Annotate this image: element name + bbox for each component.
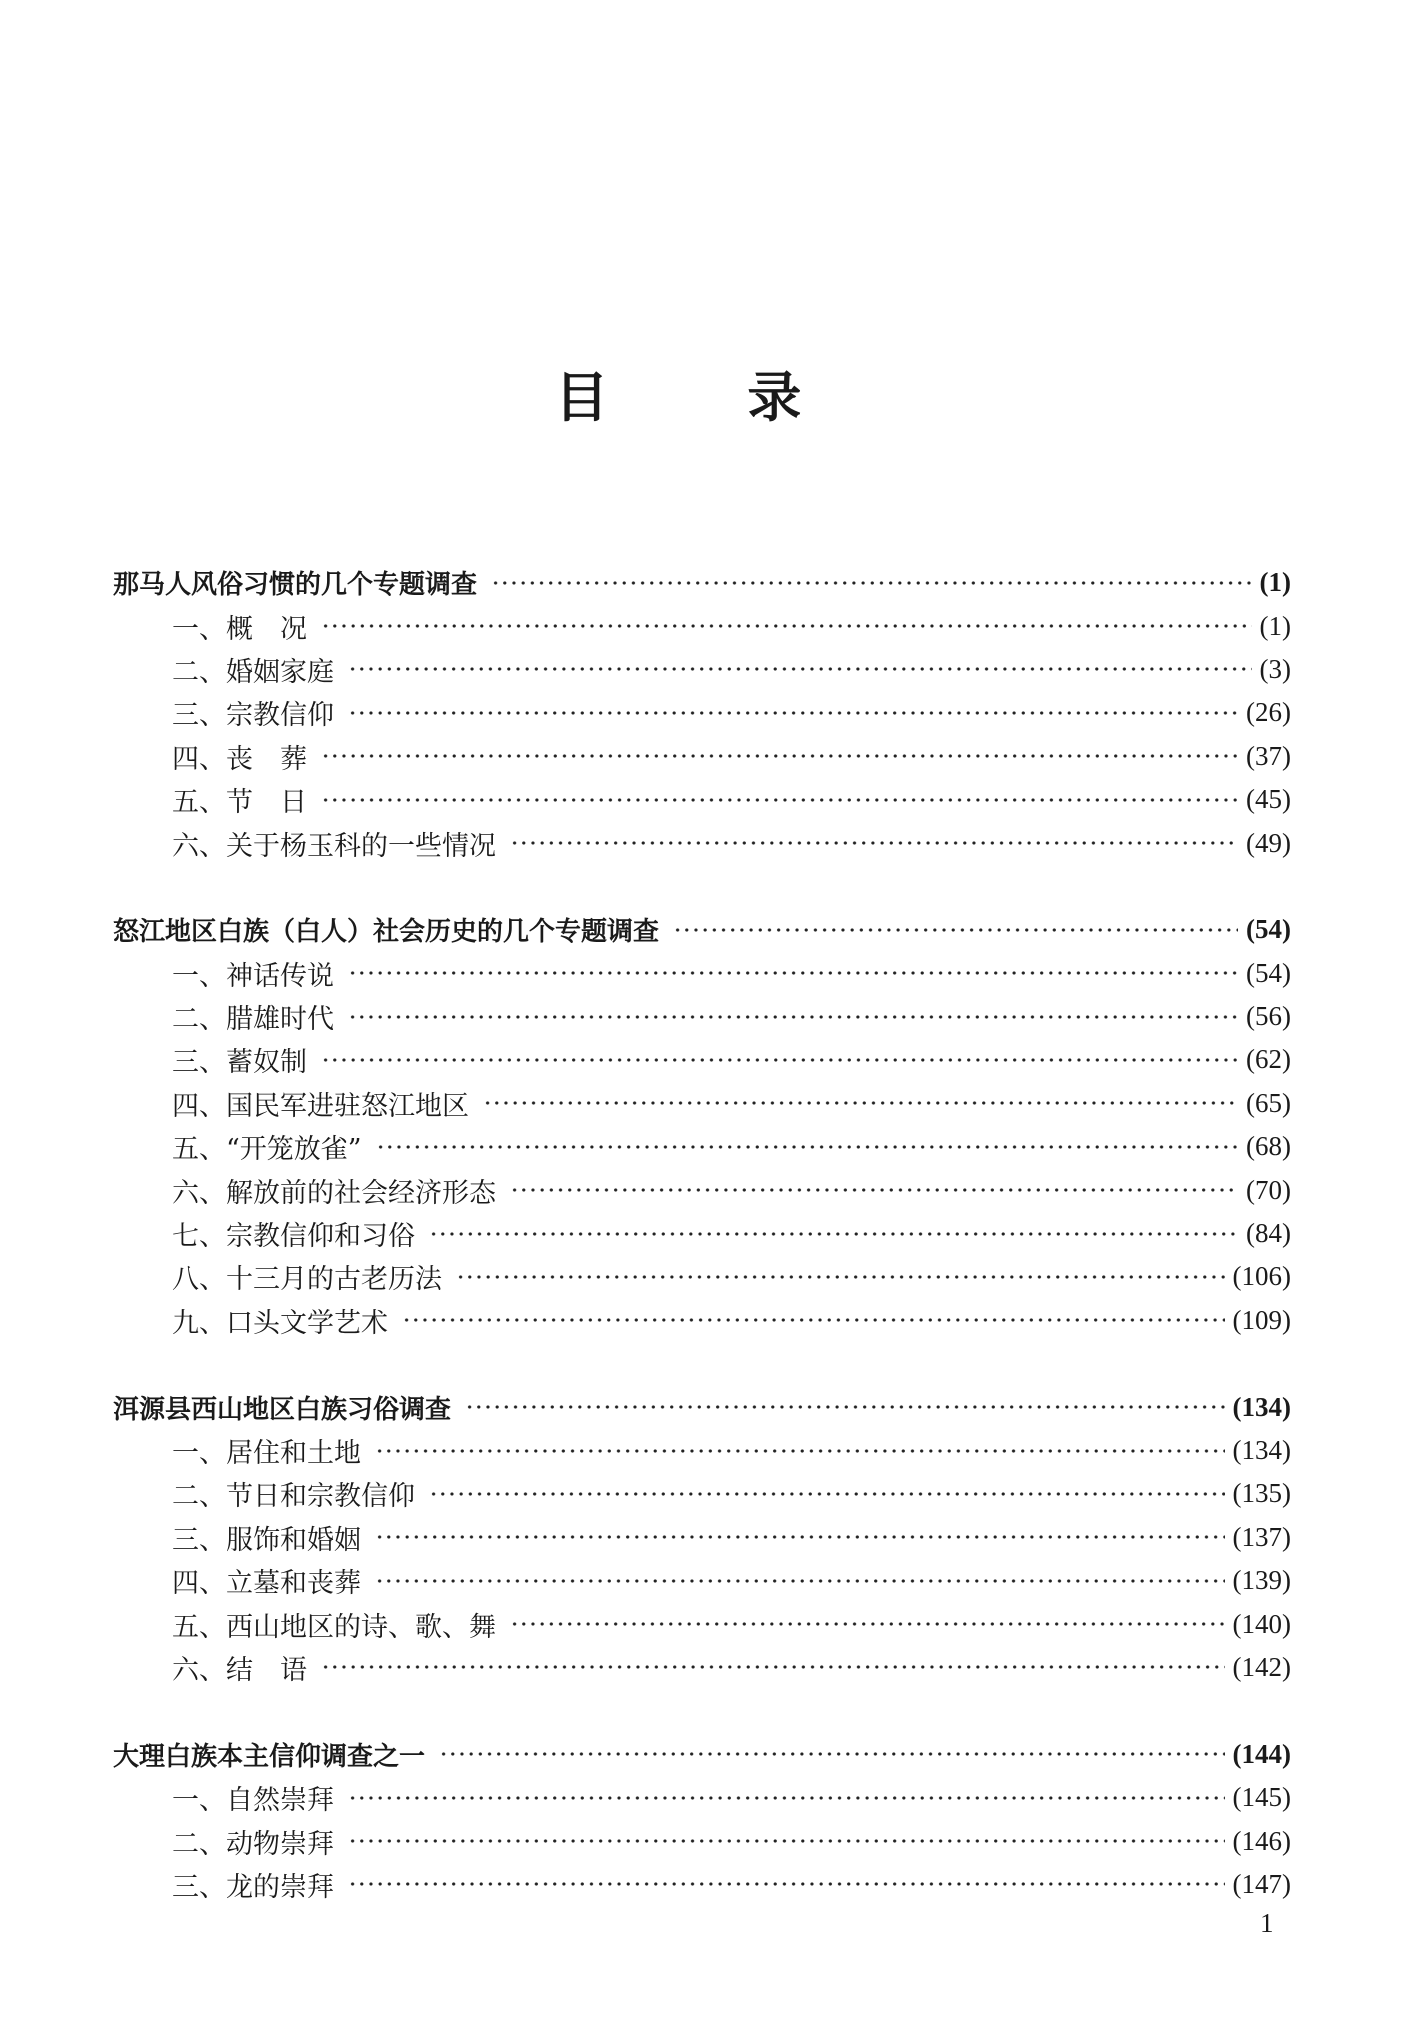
entry-title: 四、国民军进驻怒江地区: [172, 1090, 469, 1122]
toc-entry[interactable]: [113, 735, 1291, 778]
dot-leader: [348, 664, 1252, 674]
entry-page-number: (54): [1246, 914, 1291, 945]
toc-entry[interactable]: [113, 1082, 1291, 1125]
entry-title: 六、关于杨玉科的一些情况: [172, 830, 496, 862]
toc-entry[interactable]: [113, 1125, 1291, 1168]
entry-title: 二、节日和宗教信仰: [172, 1481, 415, 1513]
toc-section-heading[interactable]: [113, 908, 1291, 951]
dot-leader: [348, 708, 1238, 718]
entry-title: 二、腊雄时代: [172, 1004, 334, 1036]
entry-page-number: (68): [1246, 1131, 1291, 1162]
toc-entry[interactable]: [113, 1038, 1291, 1081]
entry-title: 五、节 日: [172, 787, 307, 819]
toc-section: [113, 1385, 1291, 1689]
entry-page-number: (140): [1232, 1608, 1291, 1639]
entry-page-number: (134): [1232, 1435, 1291, 1465]
entry-page-number: (145): [1232, 1782, 1291, 1813]
toc-entry[interactable]: [113, 1472, 1291, 1515]
dot-leader: [510, 838, 1238, 848]
entry-page-number: (45): [1246, 784, 1291, 815]
dot-leader: [321, 1055, 1238, 1065]
entry-title: 三、宗教信仰: [172, 700, 334, 732]
page-title: 目 录: [554, 366, 862, 429]
entry-page-number: (56): [1246, 1001, 1291, 1032]
dot-leader: [429, 1229, 1238, 1239]
toc-entry[interactable]: [113, 1559, 1291, 1602]
toc-section-heading[interactable]: [113, 561, 1291, 604]
toc-entry[interactable]: [113, 1602, 1291, 1645]
dot-leader: [321, 621, 1252, 631]
dot-leader: [321, 795, 1238, 805]
dot-leader: [402, 1315, 1225, 1325]
entry-title: 二、婚姻家庭: [172, 656, 334, 688]
toc-section: [113, 908, 1291, 1342]
entry-title: 一、概 况: [172, 613, 307, 645]
entry-title: 一、自然崇拜: [172, 1785, 334, 1817]
dot-leader: [348, 1836, 1225, 1846]
entry-title: 三、龙的崇拜: [172, 1871, 334, 1903]
entry-title: 怒江地区白族（白人）社会历史的几个专题调查: [113, 917, 660, 948]
toc-entry[interactable]: [113, 821, 1291, 864]
entry-page-number: (37): [1246, 740, 1291, 771]
entry-title: 五、“开笼放雀”: [172, 1134, 362, 1166]
toc-section-heading[interactable]: [113, 1385, 1291, 1428]
table-of-contents: [113, 561, 1291, 1950]
toc-entry[interactable]: [113, 604, 1291, 647]
entry-title: 四、丧 葬: [172, 743, 307, 775]
page-number: 1: [1260, 1908, 1274, 1938]
entry-page-number: (144): [1232, 1738, 1291, 1769]
dot-leader: [348, 1793, 1225, 1803]
toc-entry[interactable]: [113, 778, 1291, 821]
dot-leader: [483, 1098, 1238, 1108]
entry-title: 三、服饰和婚姻: [172, 1524, 361, 1556]
dot-leader: [510, 1619, 1225, 1629]
dot-leader: [321, 751, 1238, 761]
toc-entry[interactable]: [113, 691, 1291, 734]
entry-title: 大理白族本主信仰调查之一: [113, 1741, 426, 1772]
entry-page-number: (26): [1246, 697, 1291, 728]
entry-title: 一、神话传说: [172, 960, 334, 992]
entry-title: 七、宗教信仰和习俗: [172, 1221, 415, 1253]
entry-title: 三、蓄奴制: [172, 1047, 307, 1079]
toc-entry[interactable]: [113, 1168, 1291, 1211]
entry-title: 五、西山地区的诗、歌、舞: [172, 1611, 496, 1643]
dot-leader: [510, 1185, 1238, 1195]
entry-page-number: (109): [1232, 1304, 1291, 1335]
entry-page-number: (54): [1246, 957, 1291, 988]
entry-title: 八、十三月的古老历法: [172, 1264, 442, 1296]
toc-entry[interactable]: [113, 1255, 1291, 1298]
entry-page-number: (106): [1232, 1261, 1291, 1292]
dot-leader: [375, 1532, 1225, 1542]
toc-entry[interactable]: [113, 1429, 1291, 1472]
entry-page-number: (137): [1232, 1521, 1291, 1552]
toc-entry[interactable]: [113, 1516, 1291, 1559]
toc-entry[interactable]: [113, 1863, 1291, 1906]
entry-page-number: (3): [1259, 653, 1291, 684]
toc-entry[interactable]: [113, 648, 1291, 691]
dot-leader: [376, 1142, 1238, 1152]
entry-page-number: (49): [1246, 827, 1291, 858]
entry-page-number: (1): [1259, 610, 1291, 641]
dot-leader: [375, 1446, 1225, 1456]
entry-page-number: (139): [1232, 1565, 1291, 1596]
dot-leader: [429, 1489, 1225, 1499]
dot-leader: [673, 925, 1238, 935]
dot-leader: [439, 1749, 1225, 1759]
entry-page-number: (84): [1246, 1218, 1291, 1249]
toc-entry[interactable]: [113, 952, 1291, 995]
entry-page-number: (147): [1232, 1868, 1291, 1899]
dot-leader: [375, 1576, 1225, 1586]
toc-section-heading[interactable]: [113, 1733, 1291, 1776]
entry-page-number: (146): [1232, 1825, 1291, 1856]
entry-page-number: (1): [1259, 567, 1291, 598]
entry-page-number: (65): [1246, 1087, 1291, 1118]
entry-page-number: (135): [1232, 1478, 1291, 1509]
toc-section: [113, 1733, 1291, 1907]
toc-entry[interactable]: [113, 1299, 1291, 1342]
toc-section: [113, 561, 1291, 865]
entry-page-number: (70): [1246, 1174, 1291, 1205]
dot-leader: [321, 1662, 1225, 1672]
entry-page-number: (134): [1232, 1391, 1291, 1422]
entry-page-number: (62): [1246, 1044, 1291, 1075]
entry-title: 九、口头文学艺术: [172, 1307, 388, 1339]
dot-leader: [456, 1272, 1225, 1282]
entry-title: 六、结 语: [172, 1654, 307, 1686]
entry-title: 六、解放前的社会经济形态: [172, 1177, 496, 1209]
toc-entry[interactable]: [113, 1776, 1291, 1819]
toc-entry[interactable]: [113, 995, 1291, 1038]
toc-entry[interactable]: [113, 1212, 1291, 1255]
entry-title: 四、立墓和丧葬: [172, 1568, 361, 1600]
toc-entry[interactable]: [113, 1819, 1291, 1862]
toc-entry[interactable]: [113, 1646, 1291, 1689]
entry-title: 洱源县西山地区白族习俗调查: [113, 1394, 452, 1425]
dot-leader: [348, 968, 1238, 978]
dot-leader: [348, 1879, 1225, 1889]
dot-leader: [348, 1012, 1238, 1022]
dot-leader: [465, 1402, 1225, 1412]
entry-title: 一、居住和土地: [172, 1438, 361, 1469]
entry-title: 那马人风俗习惯的几个专题调查: [113, 570, 478, 601]
entry-title: 二、动物崇拜: [172, 1828, 334, 1860]
dot-leader: [491, 578, 1252, 588]
entry-page-number: (142): [1232, 1651, 1291, 1682]
